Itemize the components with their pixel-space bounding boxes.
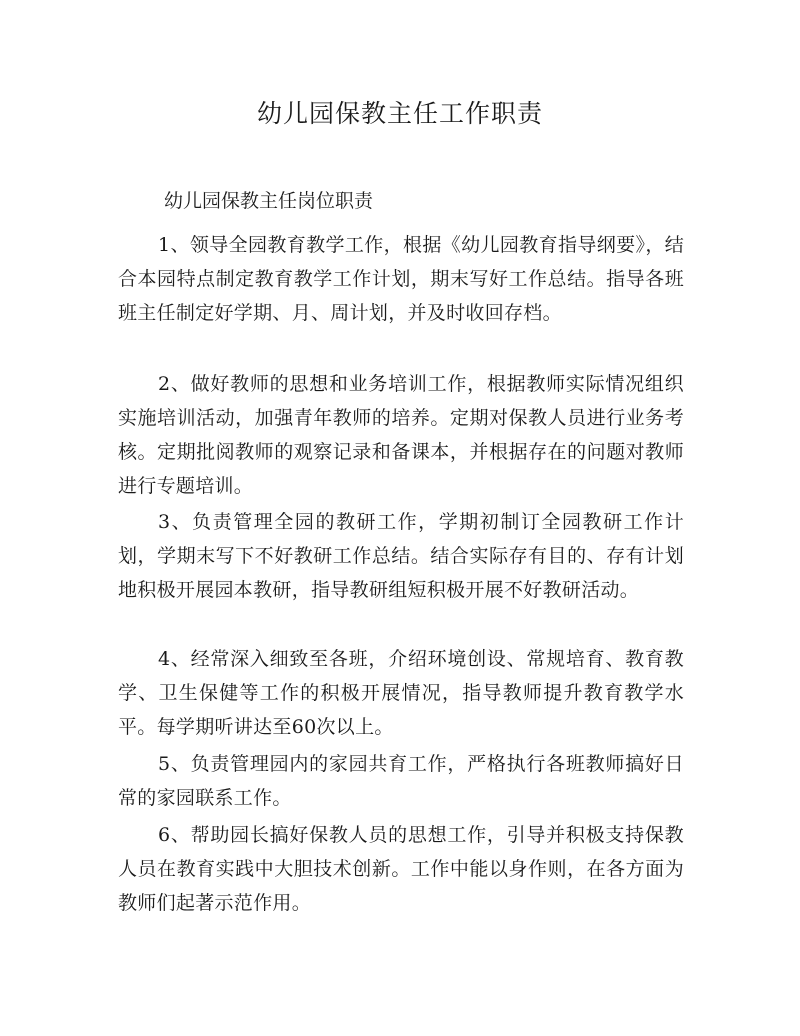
paragraph-3: 3、负责管理全园的教研工作，学期初制订全园教研工作计划，学期末写下不好教研工作总结。结合实际存有目的、存有计划地积极开展园本教研，指导教研组短积极开展不好教研活动。 [118,511,684,601]
paragraph-5: 5、负责管理园内的家园共育工作，严格执行各班教师搞好日常的家园联系工作。 [118,753,684,809]
paragraph-4: 4、经常深入细致至各班，介绍环境创设、常规培育、教育教学、卫生保健等工作的积极开展情况，指导教师提升教育教学水平。每学期听讲达至60次以上。 [118,648,684,738]
section-heading: 幼儿园保教主任岗位职责 [164,190,374,212]
paragraph-2: 2、做好教师的思想和业务培训工作，根据教师实际情况组织实施培训活动，加强青年教师的培养。定期对保教人员进行业务考核。定期批阅教师的观察记录和备课本，并根据存在的问题对教师进行专题培训。 [118,373,684,497]
page-title: 幼儿园保教主任工作职责 [256,99,543,128]
paragraph-6: 6、帮助园长搞好保教人员的思想工作，引导并积极支持保教人员在教育实践中大胆技术创新。工作中能以身作则，在各方面为教师们起著示范作用。 [118,824,684,914]
paragraph-1: 1、领导全园教育教学工作，根据《幼儿园教育指导纲要》，结合本园特点制定教育教学工作计划，期末写好工作总结。指导各班班主任制定好学期、月、周计划，并及时收回存档。 [118,234,684,324]
